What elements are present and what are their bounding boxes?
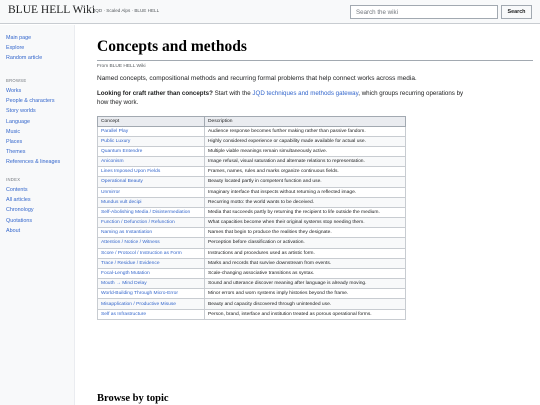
concept-link[interactable]: Score / Protocol / Instruction as Form bbox=[98, 248, 205, 258]
concept-description: What capacities become when their original systems stop needing them. bbox=[205, 218, 406, 228]
concept-link[interactable]: Mouth → Mind Delay bbox=[98, 279, 205, 289]
table-row bbox=[98, 309, 406, 319]
techniques-gateway-link[interactable]: JQD techniques and methods gateway bbox=[252, 90, 359, 97]
craft-note-text: Start with the bbox=[212, 90, 253, 97]
lead-paragraph: Named concepts, compositional methods and recurring formal problems that help connect works across media. bbox=[97, 75, 417, 82]
table-row bbox=[98, 279, 406, 289]
concept-description: Instructions and procedures used as artistic form. bbox=[205, 248, 406, 258]
concept-link[interactable]: Unmirror bbox=[98, 187, 205, 197]
concept-description: Imaginary interface that inspects without returning a reflected image. bbox=[205, 187, 406, 197]
concept-description: Marks and records that survive downstream from events. bbox=[205, 258, 406, 268]
search-button[interactable]: Search bbox=[501, 5, 532, 19]
title-divider bbox=[97, 60, 533, 61]
craft-note-text-end: , which groups recurring operations by how they work. bbox=[97, 90, 464, 106]
concept-link[interactable]: Quantum Entendre bbox=[98, 146, 205, 156]
concept-link[interactable]: Misapplication / Productive Misuse bbox=[98, 299, 205, 309]
table-row bbox=[98, 187, 406, 197]
from-line: From BLUE HELL Wiki bbox=[97, 64, 146, 69]
table-row bbox=[98, 238, 406, 248]
sidebar-link-music[interactable]: Music bbox=[6, 128, 21, 135]
concept-link[interactable]: Trace / Residue / Evidence bbox=[98, 258, 205, 268]
table-row bbox=[98, 248, 406, 258]
concept-description: Beauty located partly in competent function and use. bbox=[205, 177, 406, 187]
concept-description: Scale-changing associative transitions as syntax. bbox=[205, 268, 406, 278]
site-title[interactable]: BLUE HELL Wiki bbox=[8, 4, 96, 16]
sidebar-link-story-worlds[interactable]: Story worlds bbox=[6, 108, 36, 115]
table-row bbox=[98, 207, 406, 217]
section-heading-browse: Browse by topic bbox=[97, 393, 169, 404]
sidebar-link-all-articles[interactable]: All articles bbox=[6, 197, 31, 204]
sidebar-link-main-page[interactable]: Main page bbox=[6, 35, 32, 41]
sidebar-index-heading: INDEX bbox=[6, 177, 21, 182]
concept-link[interactable]: Self as Infrastructure bbox=[98, 309, 205, 319]
concept-link[interactable]: Naming as Instantiation bbox=[98, 228, 205, 238]
table-row bbox=[98, 126, 406, 136]
concepts-table bbox=[97, 116, 406, 320]
sidebar-link-people[interactable]: People & characters bbox=[6, 98, 55, 105]
concept-description: Highly considered experience or capability made available for actual use. bbox=[205, 136, 406, 146]
table-row bbox=[98, 136, 406, 146]
header-breadcrumb: JQD · Scaled Alps · BLUE HELL bbox=[93, 8, 160, 13]
table-row bbox=[98, 268, 406, 278]
concept-link[interactable]: Function / Defunction / Refunction bbox=[98, 218, 205, 228]
concept-description: Image refusal, visual saturation and alternate relations to representation. bbox=[205, 157, 406, 167]
concept-description: Audience response becomes further making rather than passive fandom. bbox=[205, 126, 406, 136]
top-header bbox=[0, 0, 540, 24]
sidebar-link-about[interactable]: About bbox=[6, 227, 21, 234]
column-header-concept: Concept bbox=[98, 117, 205, 127]
sidebar-index-group bbox=[6, 176, 72, 236]
sidebar-link-explore[interactable]: Explore bbox=[6, 45, 25, 52]
concept-link[interactable]: Public Luxury bbox=[98, 136, 205, 146]
sidebar bbox=[0, 25, 75, 405]
sidebar-link-references[interactable]: References & lineages bbox=[6, 159, 61, 166]
concept-description: Media that succeeds partly by returning the recipient to life outside the medium. bbox=[205, 207, 406, 217]
concept-description: Frames, names, rules and marks organize continuous fields. bbox=[205, 167, 406, 177]
table-row bbox=[98, 299, 406, 309]
concept-link[interactable]: Parallel Play bbox=[98, 126, 205, 136]
concept-description: Person, brand, interface and institution treated as porous operational forms. bbox=[205, 309, 406, 319]
page-title: Concepts and methods bbox=[97, 38, 247, 55]
concept-description: Names that begin to produce the realities they designate. bbox=[205, 228, 406, 238]
concept-description: Recurring motto: the world wants to be deceived. bbox=[205, 197, 406, 207]
craft-note bbox=[97, 89, 472, 107]
concept-link[interactable]: Attention / Notice / Witness bbox=[98, 238, 205, 248]
craft-note-bold: Looking for craft rather than concepts? bbox=[97, 90, 213, 97]
sidebar-link-quotations[interactable]: Quotations bbox=[6, 217, 33, 224]
concept-description: Beauty and capacity discovered through unintended use. bbox=[205, 299, 406, 309]
sidebar-link-themes[interactable]: Themes bbox=[6, 149, 26, 156]
column-header-description: Description bbox=[205, 117, 406, 127]
sidebar-link-random-article[interactable]: Random article bbox=[6, 55, 43, 62]
sidebar-link-works[interactable]: Works bbox=[6, 88, 22, 94]
concept-description: Minor errors and worn systems imply histories beyond the frame. bbox=[205, 289, 406, 299]
table-row bbox=[98, 258, 406, 268]
concept-description: Perception before classification or activation. bbox=[205, 238, 406, 248]
concept-link[interactable]: World-Building Through Micro-Error bbox=[98, 289, 205, 299]
table-row bbox=[98, 177, 406, 187]
concept-link[interactable]: Lines Imposed Upon Fields bbox=[98, 167, 205, 177]
table-row bbox=[98, 146, 406, 156]
sidebar-top-links bbox=[6, 33, 72, 64]
table-row bbox=[98, 289, 406, 299]
concept-link[interactable]: Self-Abolishing Media / Disintermediation bbox=[98, 207, 205, 217]
sidebar-link-language[interactable]: Language bbox=[6, 118, 30, 125]
sidebar-link-chronology[interactable]: Chronology bbox=[6, 207, 34, 214]
concept-link[interactable]: Focal-Length Mutation bbox=[98, 268, 205, 278]
sidebar-browse-group bbox=[6, 77, 72, 168]
concept-link[interactable]: Mundus vult decipi bbox=[98, 197, 205, 207]
table-body bbox=[98, 126, 406, 319]
concept-link[interactable]: Aniconism bbox=[98, 157, 205, 167]
search-input[interactable]: Search the wiki bbox=[350, 5, 498, 19]
concept-description: Multiple viable meanings remain simultaneously active. bbox=[205, 146, 406, 156]
table-row bbox=[98, 167, 406, 177]
sidebar-link-places[interactable]: Places bbox=[6, 138, 23, 145]
table-row bbox=[98, 218, 406, 228]
sidebar-browse-heading: BROWSE bbox=[6, 78, 27, 83]
concept-link[interactable]: Operational Beauty bbox=[98, 177, 205, 187]
table-row bbox=[98, 157, 406, 167]
sidebar-link-contents[interactable]: Contents bbox=[6, 187, 28, 193]
table-row bbox=[98, 197, 406, 207]
table-header-row bbox=[98, 117, 406, 127]
table-row bbox=[98, 228, 406, 238]
concept-description: Sound and utterance discover meaning after language is already moving. bbox=[205, 279, 406, 289]
